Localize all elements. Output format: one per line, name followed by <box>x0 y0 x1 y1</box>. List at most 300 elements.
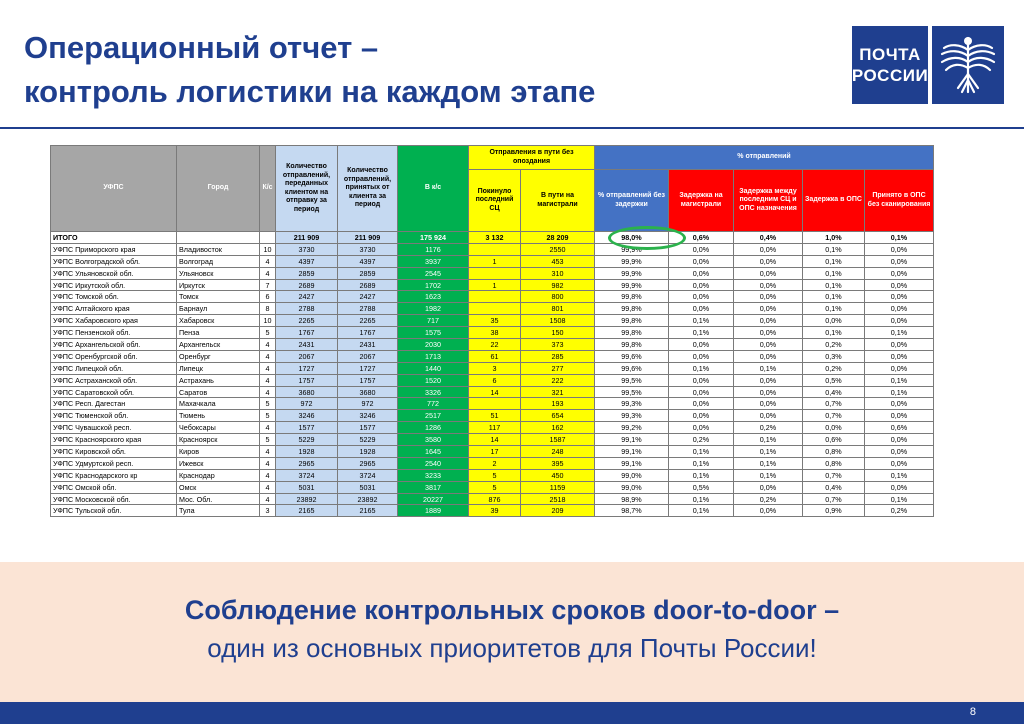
cell-pct-no-delay: 99,8% <box>595 339 669 351</box>
cell-delay-between: 0,0% <box>734 350 803 362</box>
table-row <box>51 493 934 505</box>
cell-qty-accepted: 3724 <box>338 469 398 481</box>
cell-on-trunk: 321 <box>521 386 595 398</box>
cell-at-ks: 2545 <box>398 267 469 279</box>
cell-at-ks: 1623 <box>398 291 469 303</box>
total-row <box>51 232 934 244</box>
cell-ufps: УФПС Красноярского края <box>51 434 177 446</box>
cell-qty-handed: 1757 <box>276 374 338 386</box>
cell-no-scan: 0,0% <box>865 255 934 267</box>
cell-city: Владивосток <box>177 243 260 255</box>
cell-delay-trunk: 0,0% <box>669 398 734 410</box>
cell-qty-handed: 23892 <box>276 493 338 505</box>
cell-pct-no-delay: 99,1% <box>595 434 669 446</box>
cell-qty-handed: 2788 <box>276 303 338 315</box>
cell-delay-trunk: 0,0% <box>669 410 734 422</box>
cell-left-last-sc: 61 <box>469 350 521 362</box>
cell-delay-between: 0,0% <box>734 315 803 327</box>
cell-on-trunk: 373 <box>521 339 595 351</box>
cell-at-ks: 1440 <box>398 362 469 374</box>
cell-no-scan: 0,0% <box>865 303 934 315</box>
cell-left-last-sc <box>469 303 521 315</box>
cell-ks: 5 <box>260 410 276 422</box>
cell-ks: 4 <box>260 362 276 374</box>
cell-no-scan: 0,6% <box>865 422 934 434</box>
cell-delay-between: 0,0% <box>734 505 803 517</box>
cell-left-last-sc: 39 <box>469 505 521 517</box>
cell-no-scan: 0,1% <box>865 469 934 481</box>
cell-no-scan: 0,0% <box>865 339 934 351</box>
cell-qty-handed: 3680 <box>276 386 338 398</box>
table-row <box>51 457 934 469</box>
cell-at-ks: 1575 <box>398 327 469 339</box>
cell-left-last-sc: 2 <box>469 457 521 469</box>
cell-city: Чебоксары <box>177 422 260 434</box>
header-qty-accepted: Количество отправлений, принятых от клиента за период <box>338 146 398 232</box>
cell-city: Краснодар <box>177 469 260 481</box>
cell-pct-no-delay: 99,5% <box>595 386 669 398</box>
cell-qty-handed: 2067 <box>276 350 338 362</box>
title-line-2: контроль логистики на каждом этапе <box>24 74 596 109</box>
cell-ks: 4 <box>260 481 276 493</box>
cell-ufps: УФПС Иркутской обл. <box>51 279 177 291</box>
cell-delay-between: 0,0% <box>734 243 803 255</box>
cell-city: Киров <box>177 446 260 458</box>
cell-delay-between: 0,0% <box>734 339 803 351</box>
cell-delay-trunk: 0,1% <box>669 315 734 327</box>
total-no-scan: 0,1% <box>865 232 934 244</box>
table-row <box>51 469 934 481</box>
cell-ufps: УФПС Удмуртской респ. <box>51 457 177 469</box>
cell-on-trunk: 193 <box>521 398 595 410</box>
cell-qty-accepted: 2067 <box>338 350 398 362</box>
cell-on-trunk: 395 <box>521 457 595 469</box>
total-on-trunk: 28 209 <box>521 232 595 244</box>
cell-delay-ops: 0,2% <box>803 362 865 374</box>
table-row <box>51 243 934 255</box>
cell-delay-ops: 0,1% <box>803 255 865 267</box>
cell-left-last-sc: 5 <box>469 469 521 481</box>
cell-no-scan: 0,0% <box>865 291 934 303</box>
cell-city: Пенза <box>177 327 260 339</box>
cell-delay-between: 0,0% <box>734 279 803 291</box>
cell-delay-trunk: 0,0% <box>669 386 734 398</box>
table-header <box>51 146 934 232</box>
cell-no-scan: 0,0% <box>865 398 934 410</box>
cell-ks: 10 <box>260 243 276 255</box>
cell-delay-ops: 0,7% <box>803 398 865 410</box>
cell-delay-ops: 0,8% <box>803 457 865 469</box>
table-row <box>51 422 934 434</box>
cell-ks: 4 <box>260 374 276 386</box>
table-row <box>51 291 934 303</box>
table-row <box>51 446 934 458</box>
cell-qty-accepted: 2788 <box>338 303 398 315</box>
cell-ufps: УФПС Ульяновской обл. <box>51 267 177 279</box>
cell-ks: 3 <box>260 505 276 517</box>
total-left-last-sc: 3 132 <box>469 232 521 244</box>
cell-at-ks: 2540 <box>398 457 469 469</box>
cell-qty-accepted: 3730 <box>338 243 398 255</box>
cell-qty-handed: 3724 <box>276 469 338 481</box>
cell-left-last-sc: 17 <box>469 446 521 458</box>
table-row <box>51 267 934 279</box>
cell-qty-accepted: 5031 <box>338 481 398 493</box>
header-delay-between: Задержка между последним СЦ и ОПС назначения <box>734 170 803 232</box>
cell-delay-ops: 0,4% <box>803 386 865 398</box>
cell-no-scan: 0,0% <box>865 267 934 279</box>
cell-delay-between: 0,1% <box>734 434 803 446</box>
cell-pct-no-delay: 99,6% <box>595 350 669 362</box>
cell-delay-trunk: 0,1% <box>669 493 734 505</box>
cell-city: Архангельск <box>177 339 260 351</box>
table-row <box>51 398 934 410</box>
cell-on-trunk: 1587 <box>521 434 595 446</box>
cell-ufps: УФПС Оренбургской обл. <box>51 350 177 362</box>
cell-at-ks: 1520 <box>398 374 469 386</box>
cell-no-scan: 0,0% <box>865 243 934 255</box>
cell-pct-no-delay: 99,8% <box>595 291 669 303</box>
cell-delay-between: 0,0% <box>734 303 803 315</box>
cell-qty-accepted: 2165 <box>338 505 398 517</box>
header-qty-handed: Количество отправлений, переданных клиентом на отправку за период <box>276 146 338 232</box>
cell-on-trunk: 1508 <box>521 315 595 327</box>
cell-delay-between: 0,2% <box>734 422 803 434</box>
cell-no-scan: 0,1% <box>865 493 934 505</box>
cell-at-ks: 1982 <box>398 303 469 315</box>
cell-city: Оренбург <box>177 350 260 362</box>
table-row <box>51 303 934 315</box>
cell-on-trunk: 277 <box>521 362 595 374</box>
cell-delay-trunk: 0,0% <box>669 291 734 303</box>
cell-left-last-sc <box>469 243 521 255</box>
total-qty-accepted: 211 909 <box>338 232 398 244</box>
cell-delay-ops: 0,6% <box>803 434 865 446</box>
cell-city: Томск <box>177 291 260 303</box>
header-pct-no-delay: % отправлений без задержки <box>595 170 669 232</box>
cell-qty-handed: 2965 <box>276 457 338 469</box>
cell-qty-accepted: 1757 <box>338 374 398 386</box>
header-left-last-sc: Покинуло последний СЦ <box>469 170 521 232</box>
cell-on-trunk: 162 <box>521 422 595 434</box>
cell-qty-accepted: 3246 <box>338 410 398 422</box>
table-row <box>51 350 934 362</box>
page-number: 8 <box>969 706 976 718</box>
cell-qty-handed: 5229 <box>276 434 338 446</box>
cell-ks: 4 <box>260 446 276 458</box>
total-city-empty <box>177 232 260 244</box>
logo-line-1: ПОЧТА <box>859 45 921 64</box>
cell-qty-handed: 3246 <box>276 410 338 422</box>
cell-ufps: УФПС Астраханской обл. <box>51 374 177 386</box>
cell-delay-ops: 0,5% <box>803 374 865 386</box>
cell-at-ks: 1645 <box>398 446 469 458</box>
cell-delay-ops: 0,7% <box>803 493 865 505</box>
cell-delay-trunk: 0,0% <box>669 374 734 386</box>
cell-delay-trunk: 0,0% <box>669 339 734 351</box>
cell-city: Ульяновск <box>177 267 260 279</box>
table-row <box>51 362 934 374</box>
cell-delay-trunk: 0,0% <box>669 255 734 267</box>
cell-delay-ops: 0,7% <box>803 410 865 422</box>
cell-delay-ops: 0,1% <box>803 267 865 279</box>
cell-ufps: УФПС Краснодарского кр <box>51 469 177 481</box>
cell-at-ks: 1286 <box>398 422 469 434</box>
cell-left-last-sc: 38 <box>469 327 521 339</box>
cell-delay-ops: 0,1% <box>803 243 865 255</box>
table-row <box>51 315 934 327</box>
cell-no-scan: 0,0% <box>865 434 934 446</box>
cell-pct-no-delay: 99,2% <box>595 422 669 434</box>
total-pct-no-delay: 98,0% <box>595 232 669 244</box>
total-label: ИТОГО <box>51 232 177 244</box>
cell-qty-handed: 1577 <box>276 422 338 434</box>
cell-qty-handed: 2431 <box>276 339 338 351</box>
cell-city: Мос. Обл. <box>177 493 260 505</box>
cell-qty-accepted: 1928 <box>338 446 398 458</box>
cell-ufps: УФПС Хабаровского края <box>51 315 177 327</box>
header-city: Город <box>177 146 260 232</box>
cell-no-scan: 0,0% <box>865 446 934 458</box>
cell-ufps: УФПС Приморского края <box>51 243 177 255</box>
cell-ufps: УФПС Московской обл. <box>51 493 177 505</box>
cell-delay-between: 0,0% <box>734 386 803 398</box>
cell-qty-handed: 4397 <box>276 255 338 267</box>
table-row <box>51 339 934 351</box>
cell-ks: 4 <box>260 350 276 362</box>
title-divider <box>0 127 1024 129</box>
cell-on-trunk: 285 <box>521 350 595 362</box>
cell-on-trunk: 1159 <box>521 481 595 493</box>
cell-pct-no-delay: 98,9% <box>595 493 669 505</box>
cell-left-last-sc: 14 <box>469 386 521 398</box>
cell-delay-between: 0,1% <box>734 469 803 481</box>
total-at-ks: 175 924 <box>398 232 469 244</box>
cell-left-last-sc: 3 <box>469 362 521 374</box>
cell-left-last-sc: 117 <box>469 422 521 434</box>
table-row <box>51 327 934 339</box>
cell-delay-trunk: 0,0% <box>669 267 734 279</box>
cell-delay-trunk: 0,0% <box>669 243 734 255</box>
cell-at-ks: 2030 <box>398 339 469 351</box>
cell-at-ks: 772 <box>398 398 469 410</box>
cell-delay-between: 0,2% <box>734 493 803 505</box>
cell-city: Омск <box>177 481 260 493</box>
cell-delay-trunk: 0,0% <box>669 303 734 315</box>
cell-delay-ops: 0,4% <box>803 481 865 493</box>
cell-on-trunk: 150 <box>521 327 595 339</box>
total-qty-handed: 211 909 <box>276 232 338 244</box>
cell-delay-between: 0,0% <box>734 327 803 339</box>
cell-qty-accepted: 2431 <box>338 339 398 351</box>
cell-ks: 4 <box>260 267 276 279</box>
cell-delay-trunk: 0,0% <box>669 422 734 434</box>
cell-left-last-sc <box>469 398 521 410</box>
cell-left-last-sc: 6 <box>469 374 521 386</box>
cell-on-trunk: 222 <box>521 374 595 386</box>
cell-on-trunk: 248 <box>521 446 595 458</box>
cell-delay-ops: 0,0% <box>803 422 865 434</box>
cell-delay-between: 0,0% <box>734 255 803 267</box>
cell-ufps: УФПС Алтайского края <box>51 303 177 315</box>
cell-left-last-sc: 876 <box>469 493 521 505</box>
cell-delay-between: 0,1% <box>734 457 803 469</box>
cell-ks: 4 <box>260 493 276 505</box>
cell-delay-trunk: 0,5% <box>669 481 734 493</box>
cell-ufps: УФПС Пензенской обл. <box>51 327 177 339</box>
logo-wordmark <box>852 26 928 104</box>
cell-qty-accepted: 2859 <box>338 267 398 279</box>
cell-ufps: УФПС Респ. Дагестан <box>51 398 177 410</box>
cell-pct-no-delay: 99,0% <box>595 481 669 493</box>
cell-at-ks: 3817 <box>398 481 469 493</box>
cell-on-trunk: 453 <box>521 255 595 267</box>
table-row <box>51 374 934 386</box>
cell-ufps: УФПС Липецкой обл. <box>51 362 177 374</box>
cell-qty-handed: 1767 <box>276 327 338 339</box>
cell-city: Липецк <box>177 362 260 374</box>
cell-pct-no-delay: 99,0% <box>595 469 669 481</box>
header-pct-group: % отправлений <box>595 146 934 170</box>
cell-qty-accepted: 2689 <box>338 279 398 291</box>
cell-on-trunk: 209 <box>521 505 595 517</box>
header-delay-ops: Задержка в ОПС <box>803 170 865 232</box>
cell-qty-handed: 2265 <box>276 315 338 327</box>
logo-line-2: РОССИИ <box>851 66 929 85</box>
cell-left-last-sc: 14 <box>469 434 521 446</box>
cell-pct-no-delay: 99,6% <box>595 362 669 374</box>
cell-qty-accepted: 23892 <box>338 493 398 505</box>
cell-qty-accepted: 1727 <box>338 362 398 374</box>
cell-ufps: УФПС Томской обл. <box>51 291 177 303</box>
cell-ks: 4 <box>260 457 276 469</box>
cell-at-ks: 1176 <box>398 243 469 255</box>
cell-ufps: УФПС Кировской обл. <box>51 446 177 458</box>
table-row <box>51 481 934 493</box>
cell-ks: 5 <box>260 398 276 410</box>
table-row <box>51 279 934 291</box>
cell-on-trunk: 2550 <box>521 243 595 255</box>
header-ks: К/с <box>260 146 276 232</box>
table-row <box>51 410 934 422</box>
header-in-transit-group: Отправления в пути без опоздания <box>469 146 595 170</box>
footer-bar <box>0 702 1024 724</box>
cell-qty-accepted: 5229 <box>338 434 398 446</box>
cell-city: Волгоград <box>177 255 260 267</box>
cell-pct-no-delay: 99,3% <box>595 398 669 410</box>
cell-at-ks: 3580 <box>398 434 469 446</box>
cell-qty-accepted: 1577 <box>338 422 398 434</box>
cell-ks: 6 <box>260 291 276 303</box>
header-ufps: УФПС <box>51 146 177 232</box>
cell-on-trunk: 801 <box>521 303 595 315</box>
banner-headline: Соблюдение контрольных сроков door-to-door – <box>184 595 840 625</box>
cell-at-ks: 3233 <box>398 469 469 481</box>
cell-city: Хабаровск <box>177 315 260 327</box>
cell-pct-no-delay: 99,1% <box>595 457 669 469</box>
header-delay-trunk: Задержка на магистрали <box>669 170 734 232</box>
cell-at-ks: 1889 <box>398 505 469 517</box>
cell-delay-ops: 0,1% <box>803 279 865 291</box>
table-body <box>51 232 934 517</box>
cell-left-last-sc: 51 <box>469 410 521 422</box>
cell-no-scan: 0,0% <box>865 279 934 291</box>
header-at-ks: В к/с <box>398 146 469 232</box>
cell-delay-between: 0,1% <box>734 362 803 374</box>
cell-left-last-sc: 1 <box>469 279 521 291</box>
cell-delay-between: 0,0% <box>734 410 803 422</box>
cell-city: Саратов <box>177 386 260 398</box>
cell-pct-no-delay: 99,9% <box>595 255 669 267</box>
cell-at-ks: 3937 <box>398 255 469 267</box>
cell-delay-between: 0,0% <box>734 374 803 386</box>
cell-ufps: УФПС Архангельской обл. <box>51 339 177 351</box>
cell-delay-trunk: 0,1% <box>669 457 734 469</box>
cell-ks: 5 <box>260 327 276 339</box>
cell-ks: 4 <box>260 255 276 267</box>
cell-no-scan: 0,0% <box>865 362 934 374</box>
total-delay-trunk: 0,6% <box>669 232 734 244</box>
cell-pct-no-delay: 99,9% <box>595 243 669 255</box>
cell-city: Барнаул <box>177 303 260 315</box>
cell-ks: 4 <box>260 422 276 434</box>
cell-on-trunk: 800 <box>521 291 595 303</box>
total-ks-empty <box>260 232 276 244</box>
cell-delay-ops: 0,1% <box>803 327 865 339</box>
cell-at-ks: 1702 <box>398 279 469 291</box>
cell-left-last-sc: 35 <box>469 315 521 327</box>
cell-pct-no-delay: 99,9% <box>595 267 669 279</box>
cell-left-last-sc <box>469 291 521 303</box>
cell-city: Ижевск <box>177 457 260 469</box>
cell-delay-ops: 0,3% <box>803 350 865 362</box>
table-row <box>51 505 934 517</box>
cell-qty-accepted: 2965 <box>338 457 398 469</box>
table-row <box>51 386 934 398</box>
cell-ufps: УФПС Саратовской обл. <box>51 386 177 398</box>
cell-pct-no-delay: 98,7% <box>595 505 669 517</box>
cell-delay-ops: 0,1% <box>803 303 865 315</box>
cell-delay-trunk: 0,1% <box>669 327 734 339</box>
cell-delay-trunk: 0,2% <box>669 434 734 446</box>
cell-no-scan: 0,0% <box>865 410 934 422</box>
cell-at-ks: 717 <box>398 315 469 327</box>
cell-pct-no-delay: 99,8% <box>595 303 669 315</box>
cell-delay-between: 0,1% <box>734 446 803 458</box>
cell-delay-between: 0,0% <box>734 398 803 410</box>
cell-qty-accepted: 2427 <box>338 291 398 303</box>
cell-qty-handed: 1727 <box>276 362 338 374</box>
cell-qty-accepted: 3680 <box>338 386 398 398</box>
cell-left-last-sc: 22 <box>469 339 521 351</box>
cell-qty-accepted: 1767 <box>338 327 398 339</box>
cell-qty-handed: 3730 <box>276 243 338 255</box>
header-no-scan: Принято в ОПС без сканирования <box>865 170 934 232</box>
cell-pct-no-delay: 99,5% <box>595 374 669 386</box>
cell-ks: 4 <box>260 386 276 398</box>
cell-no-scan: 0,0% <box>865 315 934 327</box>
total-delay-ops: 1,0% <box>803 232 865 244</box>
cell-qty-accepted: 972 <box>338 398 398 410</box>
cell-city: Астрахань <box>177 374 260 386</box>
cell-delay-trunk: 0,0% <box>669 279 734 291</box>
cell-pct-no-delay: 99,3% <box>595 410 669 422</box>
cell-ks: 7 <box>260 279 276 291</box>
cell-ufps: УФПС Тюменской обл. <box>51 410 177 422</box>
cell-at-ks: 1713 <box>398 350 469 362</box>
cell-on-trunk: 982 <box>521 279 595 291</box>
cell-at-ks: 2517 <box>398 410 469 422</box>
